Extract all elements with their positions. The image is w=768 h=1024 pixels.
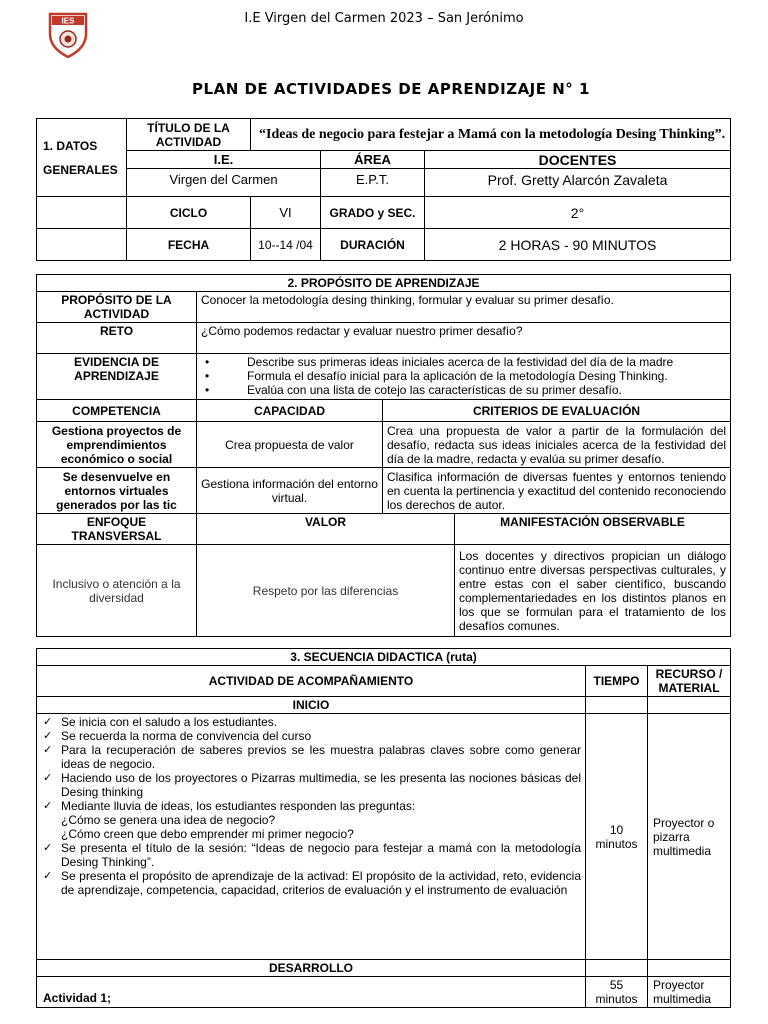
area-value: E.P.T. — [321, 169, 425, 197]
datos-empty-cell — [37, 229, 127, 261]
ie-value: Virgen del Carmen — [127, 169, 321, 197]
criterio-cell: Crea una propuesta de valor a partir de la formulación del desafío, redacta sus ideas iniciales acerca de la festividad del día de la madre, redacta y evalúa su primer desafío. — [383, 422, 731, 468]
secuencia-table — [36, 648, 731, 1008]
manifestacion-value: Los docentes y directivos propician un diálogo continuo entre diversas perspectivas culturales, y entre estas con el saber científico, buscando complementariedades en los distintos planos en los que se formulan para el tratamiento de los desafíos comunes. — [455, 545, 731, 637]
desarrollo-empty-cell — [648, 960, 731, 977]
desarrollo-tiempo: 55 minutos — [586, 977, 648, 1008]
capacidad-header: CAPACIDAD — [197, 400, 383, 422]
desarrollo-empty-cell — [586, 960, 648, 977]
competencia-cell: Se desenvuelve en entornos virtuales generados por las tic — [37, 468, 197, 514]
inicio-activities — [37, 714, 586, 960]
proposito-value: Conocer la metodología desing thinking, formular y evaluar su primer desafío. — [197, 292, 731, 323]
inicio-item: ✓ Mediante lluvia de ideas, los estudiantes responden las preguntas: — [41, 799, 581, 813]
ie-label: I.E. — [127, 151, 321, 169]
reto-value: ¿Cómo podemos redactar y evaluar nuestro primer desafío? — [197, 323, 731, 354]
logo-text: IES — [61, 16, 75, 26]
inicio-recurso: Proyector o pizarra multimedia — [648, 714, 731, 960]
secuencia-section-title: 3. SECUENCIA DIDACTICA (ruta) — [37, 649, 731, 666]
fecha-label: FECHA — [127, 229, 251, 261]
titulo-value: “Ideas de negocio para festejar a Mamá con la metodología Desing Thinking”. — [251, 119, 731, 151]
inicio-item: ✓ Se presenta el propósito de aprendizaje de la activad: El propósito de la actividad, reto, evidencia de aprendizaje, competencia, capacidad, criterios de evaluación y el instrumento de evaluación — [41, 869, 581, 897]
datos-generales-table — [36, 118, 731, 261]
enfoque-value: Inclusivo o atención a la diversidad — [37, 545, 197, 637]
school-header: I.E Virgen del Carmen 2023 – San Jerónimo — [244, 11, 524, 26]
valor-value: Respeto por las diferencias — [197, 545, 455, 637]
docentes-value: Prof. Gretty Alarcón Zavaleta — [425, 169, 731, 197]
titulo-label: TÍTULO DE LA ACTIVIDAD — [127, 119, 251, 151]
recurso-header: RECURSO / MATERIAL — [648, 666, 731, 697]
enfoque-header: ENFOQUE TRANSVERSAL — [37, 514, 197, 545]
evidencia-item: • Evalúa con una lista de cotejo las características de su primer desafío. — [201, 383, 726, 397]
criterios-header: CRITERIOS DE EVALUACIÓN — [383, 400, 731, 422]
inicio-tiempo: 10 minutos — [586, 714, 648, 960]
duracion-label: DURACIÓN — [321, 229, 425, 261]
desarrollo-label: DESARROLLO — [37, 960, 586, 977]
competencia-cell: Gestiona proyectos de emprendimientos económico o social — [37, 422, 197, 468]
inicio-item: ✓ Se inicia con el saludo a los estudiantes. — [41, 715, 581, 729]
desarrollo-recurso: Proyector multimedia — [648, 977, 731, 1008]
competencia-header: COMPETENCIA — [37, 400, 197, 422]
inicio-item: ✓ Para la recuperación de saberes previos se les muestra palabras claves sobre como generar ideas de negocio. — [41, 743, 581, 771]
ciclo-label: CICLO — [127, 197, 251, 229]
inicio-question: ¿Cómo creen que debo emprender mi primer negocio? — [61, 827, 354, 841]
capacidad-cell: Crea propuesta de valor — [197, 422, 383, 468]
area-label: ÁREA — [321, 151, 425, 169]
duracion-value: 2 HORAS - 90 MINUTOS — [425, 229, 731, 261]
tiempo-header: TIEMPO — [586, 666, 648, 697]
datos-empty-cell — [37, 197, 127, 229]
grado-value: 2° — [425, 197, 731, 229]
inicio-question: ¿Cómo se genera una idea de negocio? — [61, 813, 276, 827]
page-title: PLAN DE ACTIVIDADES DE APRENDIZAJE N° 1 — [192, 80, 590, 98]
ciclo-value: VI — [251, 197, 321, 229]
reto-label: RETO — [37, 323, 197, 354]
inicio-empty-cell — [586, 697, 648, 714]
docentes-label: DOCENTES — [425, 151, 731, 169]
valor-header: VALOR — [197, 514, 455, 545]
capacidad-cell: Gestiona información del entorno virtual. — [197, 468, 383, 514]
manifestacion-header: MANIFESTACIÓN OBSERVABLE — [455, 514, 731, 545]
inicio-label: INICIO — [37, 697, 586, 714]
proposito-label: PROPÓSITO DE LA ACTIVIDAD — [37, 292, 197, 323]
fecha-value: 10--14 /04 — [251, 229, 321, 261]
inicio-item: ✓ Se recuerda la norma de convivencia del curso — [41, 729, 581, 743]
datos-section-label: 1. DATOS GENERALES — [37, 119, 127, 197]
evidencia-item: • Describe sus primeras ideas iniciales acerca de la festividad del día de la madre — [201, 355, 726, 369]
inicio-item: ✓ Haciendo uso de los proyectores o Pizarras multimedia, se les presenta las nociones básicas del Desing thinking — [41, 771, 581, 799]
actividad1-label: Actividad 1; — [37, 977, 586, 1008]
evidencia-item: • Formula el desafío inicial para la aplicación de la metodología Desing Thinking. — [201, 369, 726, 383]
evidencia-label: EVIDENCIA DE APRENDIZAJE — [37, 354, 197, 400]
inicio-item: ✓ Se presenta el título de la sesión: “Ideas de negocio para festejar a mamá con la metodología Desing Thinking”. — [41, 841, 581, 869]
inicio-empty-cell — [648, 697, 731, 714]
proposito-section-title: 2. PROPÓSITO DE APRENDIZAJE — [37, 275, 731, 292]
proposito-table — [36, 274, 731, 637]
evidencia-list — [197, 354, 731, 400]
actividad-header: ACTIVIDAD DE ACOMPAÑAMIENTO — [37, 666, 586, 697]
criterio-cell: Clasifica información de diversas fuentes y entornos teniendo en cuenta la pertinencia y exactitud del contenido reconociendo los derechos de autor. — [383, 468, 731, 514]
grado-label: GRADO y SEC. — [321, 197, 425, 229]
